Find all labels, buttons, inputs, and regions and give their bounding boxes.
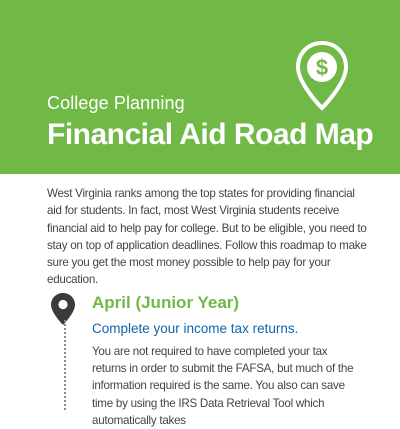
section-heading: April (Junior Year)	[92, 293, 240, 312]
header-banner	[0, 0, 400, 174]
header-subtitle: College Planning	[47, 93, 185, 113]
section-subheading: Complete your income tax returns.	[92, 321, 299, 336]
timeline-connector	[64, 320, 66, 410]
page-title: Financial Aid Road Map	[47, 118, 374, 151]
svg-text:$: $	[315, 55, 329, 80]
dollar-location-pin-icon	[295, 40, 349, 112]
location-pin-icon	[51, 293, 75, 325]
intro-paragraph: West Virginia ranks among the top states for providing financial aid for students. In fact, most West Virginia students receive financial aid to help pay for college. But to be eligible, you need to stay on top of application deadlines. Follow this roadmap to make sure you get the most money possible to help pay for your education.	[47, 187, 367, 287]
section-body: You are not required to have completed your tax returns in order to submit the FAFSA, but much of the information required is the same. You also can save time by using the IRS Data Retrieval Tool which automatically takes	[92, 345, 354, 427]
